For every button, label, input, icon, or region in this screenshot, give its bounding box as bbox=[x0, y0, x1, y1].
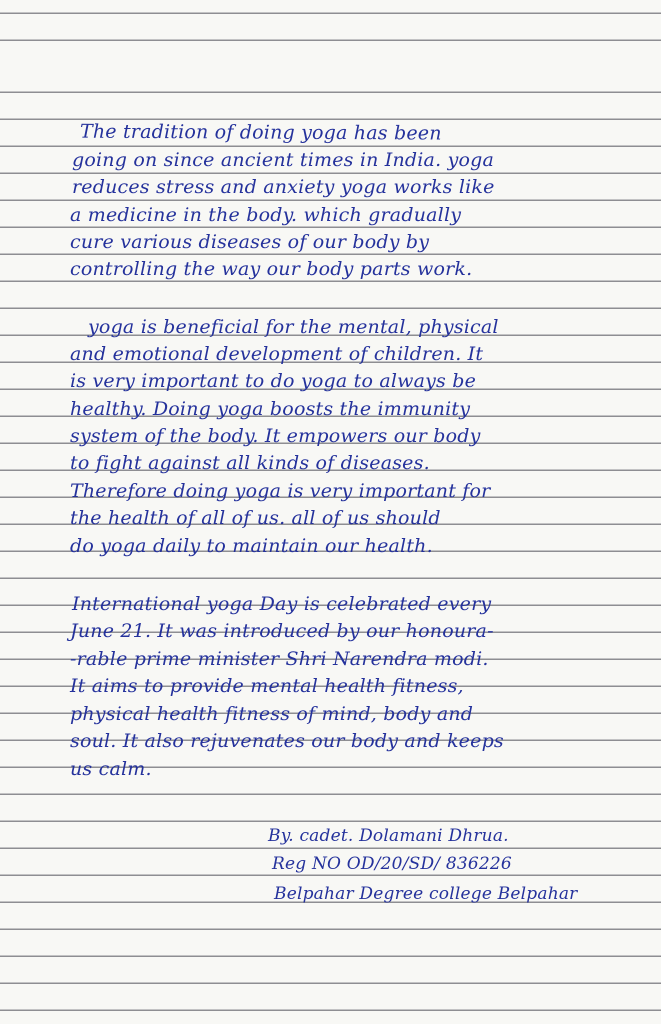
essay-line: is very important to do yoga to always be bbox=[70, 370, 477, 392]
essay-line: The tradition of doing yoga has been bbox=[79, 120, 442, 145]
essay-line: and emotional development of children. It bbox=[70, 343, 484, 365]
essay-line: to fight against all kinds of diseases. bbox=[70, 452, 430, 474]
essay-line: healthy. Doing yoga boosts the immunity bbox=[70, 398, 471, 420]
essay-line: June 21. It was introduced by our honoura- bbox=[70, 620, 494, 642]
essay-line: physical health fitness of mind, body and bbox=[70, 703, 474, 725]
college-name: Belpahar Degree college Belpahar bbox=[274, 884, 578, 904]
essay-line: system of the body. It empowers our body bbox=[70, 425, 481, 447]
essay-line: reduces stress and anxiety yoga works like bbox=[72, 176, 495, 198]
essay-line: a medicine in the body. which gradually bbox=[70, 204, 462, 226]
registration-number: Reg NO OD/20/SD/ 836226 bbox=[272, 854, 512, 874]
essay-line: soul. It also rejuvenates our body and keeps bbox=[70, 730, 504, 752]
essay-line: going on since ancient times in India. yoga bbox=[72, 149, 495, 171]
essay-line: It aims to provide mental health fitness, bbox=[70, 675, 464, 697]
essay-line: us calm. bbox=[70, 758, 152, 780]
essay-line: -rable prime minister Shri Narendra modi. bbox=[70, 648, 489, 670]
essay-line: Therefore doing yoga is very important for bbox=[70, 480, 491, 502]
essay-line: cure various diseases of our body by bbox=[70, 231, 430, 253]
essay-line: International yoga Day is celebrated every bbox=[72, 593, 492, 615]
essay-line: do yoga daily to maintain our health. bbox=[70, 535, 433, 557]
essay-line: controlling the way our body parts work. bbox=[70, 258, 473, 280]
essay-line: yoga is beneficial for the mental, physical bbox=[88, 316, 499, 338]
author-name: By. cadet. Dolamani Dhrua. bbox=[268, 826, 509, 846]
essay-line: the health of all of us. all of us should bbox=[70, 507, 441, 529]
